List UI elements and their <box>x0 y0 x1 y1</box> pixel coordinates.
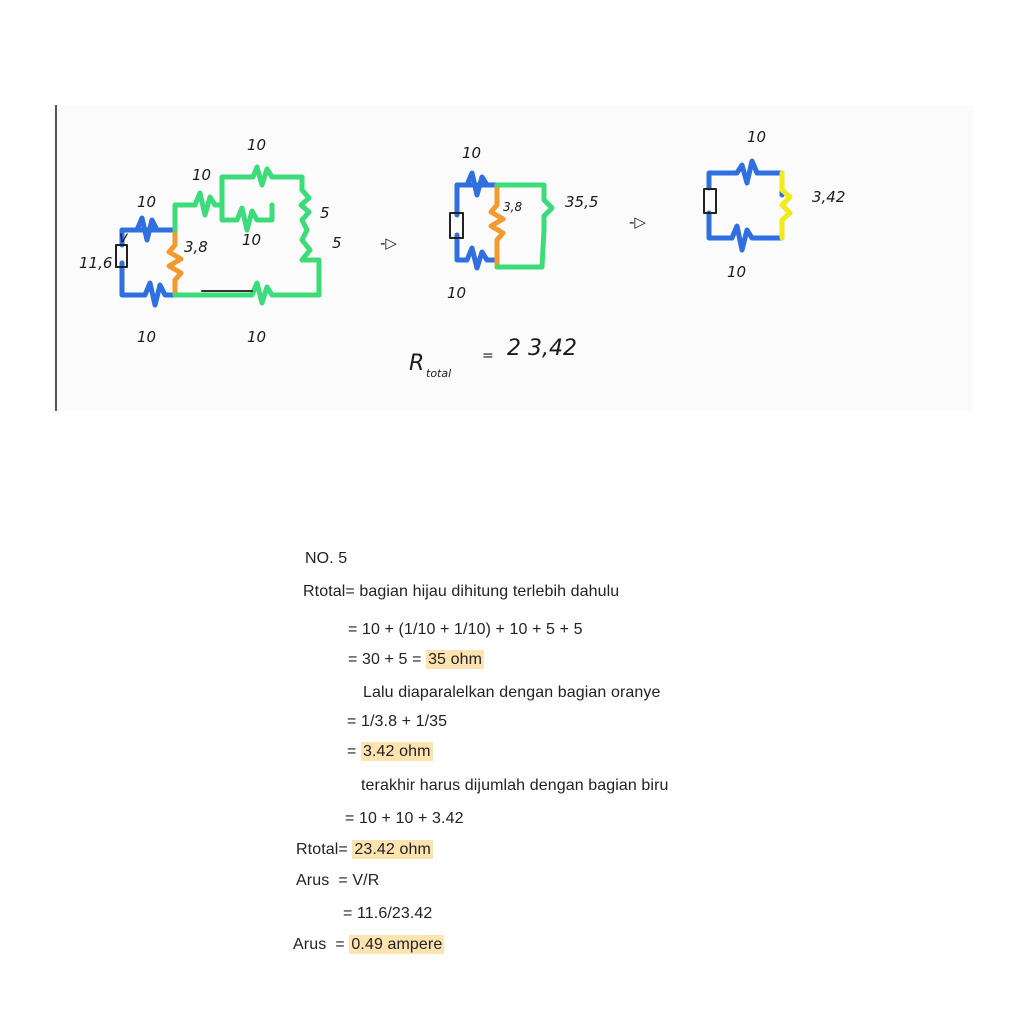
d1-r-orange: 3,8 <box>184 238 208 256</box>
equation-3: = 1/3.8 + 1/35 <box>347 713 448 730</box>
d1-r-green-mid: 10 <box>242 231 262 249</box>
diagram1-blue-branch <box>122 218 175 305</box>
d2-r-top: 10 <box>462 144 482 162</box>
equation-2-prefix: = 30 + 5 = <box>348 651 422 668</box>
equation-5: = 10 + 10 + 3.42 <box>345 810 464 827</box>
circuit-drawing <box>57 105 973 411</box>
rtotal-label: Rtotal= <box>303 583 355 600</box>
d3-r-bottom: 10 <box>727 263 747 281</box>
diagram3-source <box>704 189 716 213</box>
d2-r-green: 35,5 <box>565 193 599 211</box>
diagram1-orange-resistor <box>169 230 181 295</box>
d3-r-yellow: 3,42 <box>812 188 846 206</box>
arus-final-label: Arus <box>293 936 327 953</box>
d1-r-green-top: 10 <box>247 136 267 154</box>
arrow-1: -▷ <box>380 234 397 252</box>
rtotal-value: 2 3,42 <box>507 336 577 361</box>
rtotal-intro-line <box>303 583 619 601</box>
arus-eq: = V/R <box>338 872 380 889</box>
equation-4-prefix: = <box>347 743 357 760</box>
d1-r-green-right-b: 5 <box>332 234 342 252</box>
rtotal-subscript: total <box>426 367 452 380</box>
rtotal-label: R <box>409 351 425 376</box>
rtotal-eq: = <box>482 348 494 364</box>
equation-1: = 10 + (1/10 + 1/10) + 10 + 5 + 5 <box>348 621 583 638</box>
arrow-2: -▷ <box>629 213 646 231</box>
diagram2-orange-resistor <box>491 185 503 267</box>
step-3-text: terakhir harus dijumlah dengan bagian biru <box>361 777 669 794</box>
solution-title: NO. 5 <box>305 550 348 567</box>
d1-r-bottom-blue: 10 <box>137 328 157 346</box>
diagram2-green-branch <box>497 185 552 267</box>
arus-line <box>296 872 379 890</box>
arus-final-eq: = <box>335 936 345 953</box>
equation-2 <box>348 651 484 669</box>
d1-r-green-a: 10 <box>192 166 212 184</box>
result-rtotal: 23.42 ohm <box>354 841 431 858</box>
d1-r-green-bottom: 10 <box>247 328 267 346</box>
d1-r-top-blue: 10 <box>137 193 157 211</box>
rtotal-final-label: Rtotal= <box>296 841 348 858</box>
diagram3-blue-branch <box>709 161 782 250</box>
rtotal-final-line <box>296 841 433 859</box>
arus-calc-line: = 11.6/23.42 <box>343 905 433 922</box>
d2-r-orange: 3,8 <box>503 200 523 214</box>
result-35-ohm: 35 ohm <box>428 651 483 668</box>
equation-4 <box>347 743 433 761</box>
arus-label: Arus <box>296 872 330 889</box>
result-arus: 0.49 ampere <box>351 936 443 953</box>
d2-r-bottom: 10 <box>447 284 467 302</box>
d1-source-label: 11,6 <box>79 254 113 272</box>
circuit-photo <box>55 105 973 411</box>
arus-final-line <box>293 936 444 954</box>
d1-r-green-right-a: 5 <box>320 204 330 222</box>
step-2-text: Lalu diaparalelkan dengan bagian oranye <box>363 684 661 701</box>
result-3-42-ohm: 3.42 ohm <box>363 743 431 760</box>
intro-text: bagian hijau dihitung terlebih dahulu <box>359 583 620 600</box>
d3-r-top: 10 <box>747 128 767 146</box>
diagram3-yellow-resistor <box>782 173 790 238</box>
d1-source-mark: v <box>119 228 128 246</box>
